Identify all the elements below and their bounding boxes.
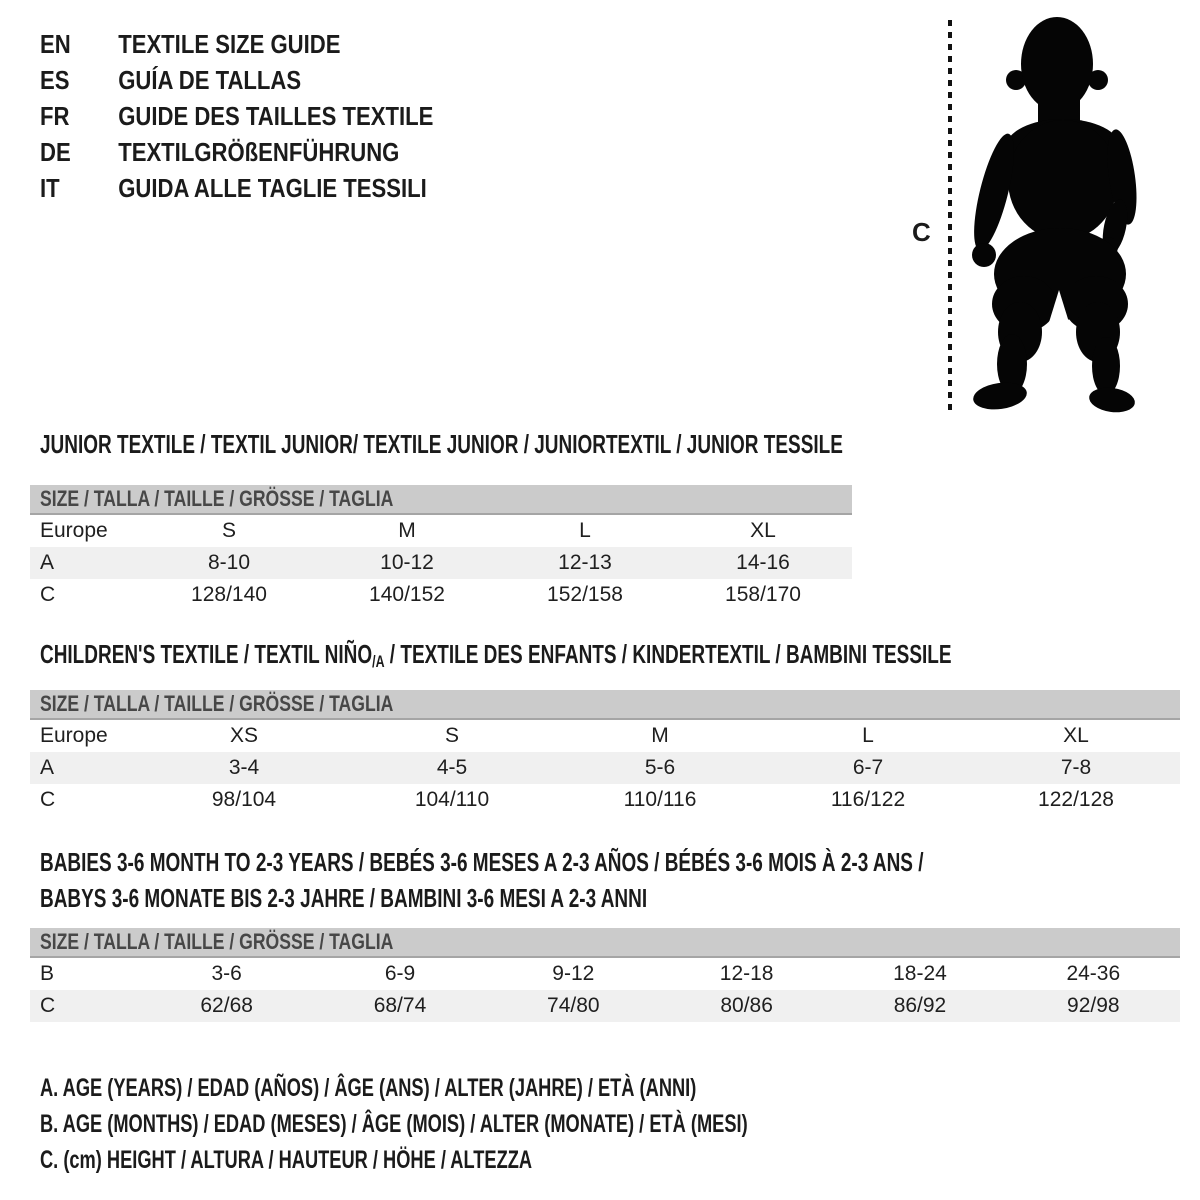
table-row-age <box>30 752 1180 784</box>
legend-line-a: A. AGE (YEARS) / EDAD (AÑOS) / ÂGE (ANS) / ALTER (JAHRE) / ETÀ (ANNI) <box>40 1074 697 1102</box>
height-measure-dashed-line <box>948 20 952 416</box>
language-row-en <box>40 26 433 62</box>
legend-line-b: B. AGE (MONTHS) / EDAD (MESES) / ÂGE (MOIS) / ALTER (MONATE) / ETÀ (MESI) <box>40 1110 748 1138</box>
table-cell: 3-4 <box>228 756 260 779</box>
table-cell: 104/110 <box>414 788 490 811</box>
table-cell: 9-12 <box>552 962 595 985</box>
size-header-bar <box>30 485 852 515</box>
table-row-age-months <box>30 958 1180 990</box>
table-cell: 12-13 <box>558 551 612 574</box>
table-cell: 12-18 <box>719 962 774 985</box>
language-row-de <box>40 134 433 170</box>
table-cell: 24-36 <box>1066 962 1121 985</box>
table-cell: 10-12 <box>380 551 434 574</box>
table-cell: 110/116 <box>623 788 697 811</box>
table-cell: 6-7 <box>852 756 884 779</box>
size-header-bar <box>30 928 1180 958</box>
language-code: IT <box>40 173 60 203</box>
babies-heading-line2: BABYS 3-6 MONATE BIS 2-3 JAHRE / BAMBINI 3-6 MESI A 2-3 ANNI <box>40 883 648 913</box>
table-cell: 122/128 <box>1038 788 1114 811</box>
table-cell: 86/92 <box>893 994 947 1017</box>
table-cell: C <box>40 994 56 1017</box>
size-header-label: SIZE / TALLA / TAILLE / GRÖSSE / TAGLIA <box>40 929 394 954</box>
legend-line-c: C. (cm) HEIGHT / ALTURA / HAUTEUR / HÖHE / ALTEZZA <box>40 1146 533 1174</box>
table-cell: S <box>444 724 459 747</box>
language-row-es <box>40 62 433 98</box>
legend <box>40 1070 1009 1178</box>
language-title: GUIDA ALLE TAGLIE TESSILI <box>118 173 427 203</box>
language-row-it <box>40 170 433 206</box>
table-cell: 62/68 <box>200 994 253 1017</box>
babies-section-heading <box>40 844 923 916</box>
language-row-fr <box>40 98 433 134</box>
table-cell: 4-5 <box>436 756 468 779</box>
language-guide <box>40 26 503 206</box>
size-header-bar <box>30 690 1180 720</box>
table-cell: 6-9 <box>384 962 416 985</box>
table-row-height <box>30 579 852 611</box>
table-cell: 152/158 <box>547 583 623 606</box>
table-cell: C <box>40 788 56 811</box>
table-cell: 5-6 <box>644 756 676 779</box>
table-cell: 68/74 <box>373 994 427 1017</box>
size-header-label: SIZE / TALLA / TAILLE / GRÖSSE / TAGLIA <box>40 691 394 716</box>
table-cell: A <box>40 551 55 574</box>
table-row-age <box>30 547 852 579</box>
language-code: EN <box>40 29 71 59</box>
language-code: DE <box>40 137 71 167</box>
table-cell: 14-16 <box>736 551 790 574</box>
children-heading-text: CHILDREN'S TEXTILE / TEXTIL NIÑO <box>40 639 373 669</box>
table-cell: 74/80 <box>547 994 600 1017</box>
table-cell: 18-24 <box>893 962 947 985</box>
table-cell: M <box>651 724 669 747</box>
table-cell: L <box>862 724 874 747</box>
table-cell: 158/170 <box>725 583 801 606</box>
language-title: GUÍA DE TALLAS <box>118 65 302 95</box>
table-row-height <box>30 990 1180 1022</box>
table-row-height <box>30 784 1180 816</box>
table-cell: XL <box>1063 724 1089 747</box>
junior-size-table <box>30 485 852 611</box>
table-cell: XL <box>750 519 776 542</box>
language-code: FR <box>40 101 70 131</box>
language-code: ES <box>40 65 70 95</box>
table-cell: Europe <box>40 519 108 542</box>
children-heading-subscript: /A <box>372 652 385 671</box>
table-row-europe <box>30 720 1180 752</box>
height-label-c: C <box>912 217 931 247</box>
table-cell: Europe <box>40 724 108 747</box>
children-size-table <box>30 690 1180 816</box>
junior-section-heading: JUNIOR TEXTILE / TEXTIL JUNIOR/ TEXTILE JUNIOR / JUNIORTEXTIL / JUNIOR TESSILE <box>40 429 843 459</box>
table-row-europe <box>30 515 852 547</box>
language-title: TEXTILGRÖßENFÜHRUNG <box>118 137 400 167</box>
table-cell: L <box>579 519 591 542</box>
table-cell: 116/122 <box>830 788 906 811</box>
table-cell: M <box>398 519 416 542</box>
table-cell: B <box>40 962 55 985</box>
table-cell: 8-10 <box>207 551 251 574</box>
size-header-label: SIZE / TALLA / TAILLE / GRÖSSE / TAGLIA <box>40 486 394 511</box>
table-cell: 80/86 <box>720 994 773 1017</box>
table-cell: 3-6 <box>211 962 242 985</box>
toddler-silhouette-icon <box>960 12 1145 417</box>
table-cell: C <box>40 583 56 606</box>
table-cell: A <box>40 756 55 779</box>
table-cell: 98/104 <box>211 788 277 811</box>
table-cell: 92/98 <box>1067 994 1120 1017</box>
table-cell: 140/152 <box>369 583 445 606</box>
table-cell: 128/140 <box>191 583 267 606</box>
language-title: GUIDE DES TAILLES TEXTILE <box>118 101 434 131</box>
babies-heading-line1: BABIES 3-6 MONTH TO 2-3 YEARS / BEBÉS 3-6 MESES A 2-3 AÑOS / BÉBÉS 3-6 MOIS À 2-3 ANS / <box>40 847 924 877</box>
children-heading-text: / TEXTILE DES ENFANTS / KINDERTEXTIL / BAMBINI TESSILE <box>384 639 952 669</box>
table-cell: 7-8 <box>1060 756 1092 779</box>
babies-size-table <box>30 928 1180 1022</box>
children-section-heading <box>40 638 952 674</box>
table-cell: S <box>221 519 236 542</box>
table-cell: XS <box>229 724 258 747</box>
language-title: TEXTILE SIZE GUIDE <box>118 29 341 59</box>
